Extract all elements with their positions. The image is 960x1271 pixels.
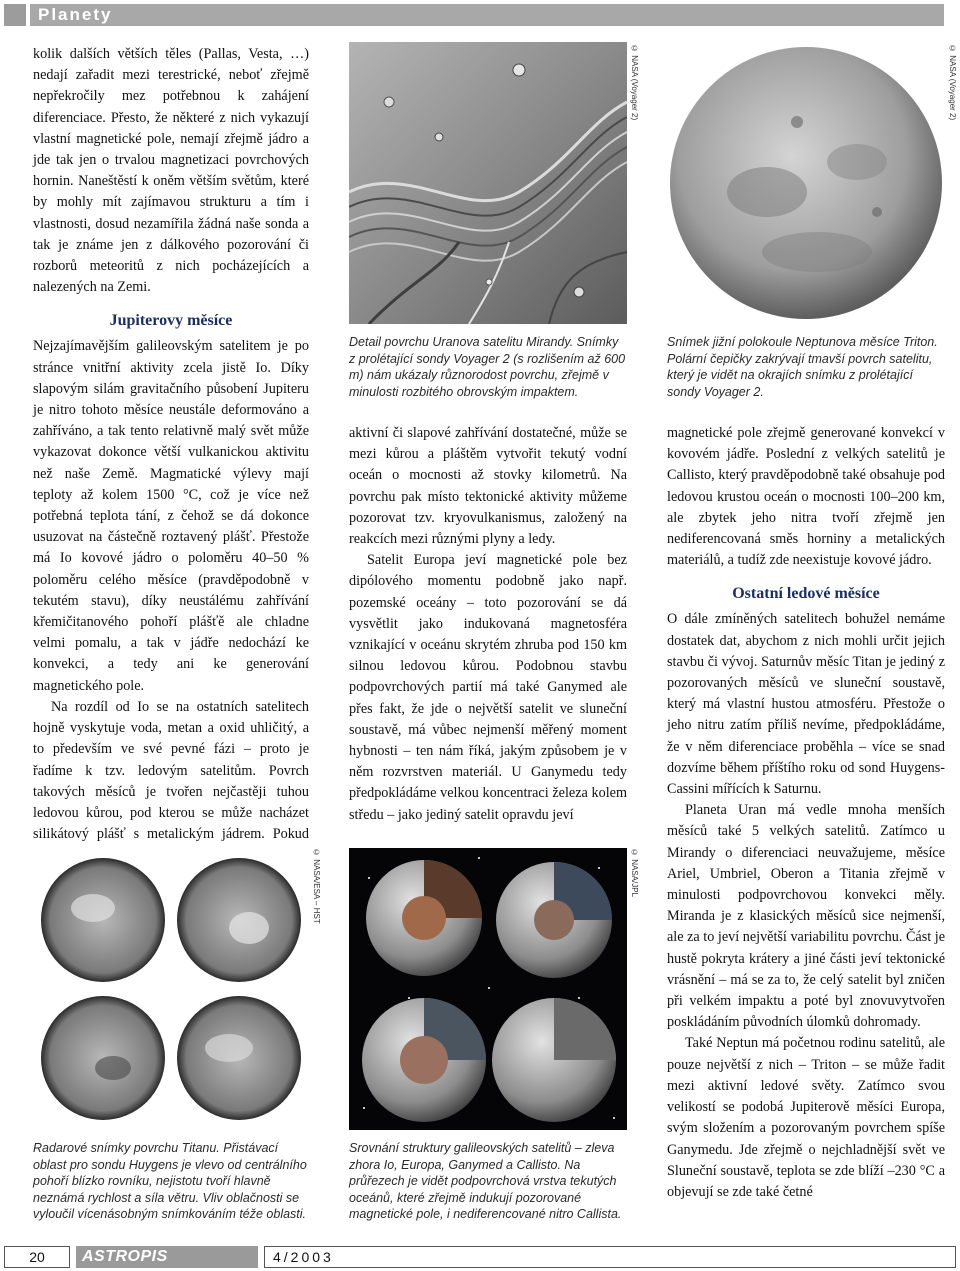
paragraph: O dále zmíněných satelitech bohužel nemáme dostatek dat, abychom z nich mohli určit jejich stavbu či vývoj. Saturnův měsíc Titan je jediný z pozorovaných měsíců ve sluneční soustavě, který má vlastní hustou atmosféru. Přestože o jeho nitru zatím příliš nevíme, předpokládáme, že v něm diferenciace proběhla – více se snad dozvíme během příštího roku od sond Huygens-Cassini mířících k Saturnu. [667, 611, 945, 798]
page-number: 20 [4, 1246, 70, 1268]
header-band [30, 4, 944, 26]
paragraph: Nejzajímavějším galileovským satelitem je po stránce vnitřní aktivity zcela jistě Io. Díky slapovým silám gravitačního působení Jupiteru je nitro tohoto měsíce neustále deformováno a zahříváno, a tak tento relativně malý svět může vykazovat dokonce větší vulkanickou aktivitu než naše Země. Magmatické výlevy mají teploty až kolem 1500 °C, což je více než potřebná teplota tání, z čehož se dá dokonce usuzovat na částečně roztavený plášť. Přestože má Io kovové jádro o poloměru 40–50 % poloměru celého měsíce (pravděpodobně v tekutém stavu), díky neustálému zahřívání křemičitanového pohoří plášťě ale chladne velmi pomalu, a tak v jádře nedochází ke konvekci, a tedy ani ke generování magnetického pole. [33, 338, 309, 694]
section-title: Planety [38, 5, 113, 24]
paragraph: Satelit Europa jeví magnetické pole bez dipólového momentu podobně jako např. pozemské oceány – toto pozorování se dá vysvětlit jako indukovaná magnetosféra vznikající v oceánu skrytém zhruba pod 150 km silnou ledovou kůrou. Podobnou stavbu podpovrchových partií má také Ganymed ale přes fakt, že jde o největší satelit ve sluneční soustavě, má vůbec nejmenší měřený moment hybnosti – ten nám říká, jakým způsobem je v něm rozvrstven materiál. U Ganymedu tedy předpokládáme velkou koncentraci železa kolem středu – jako jediný satelit opravdu jeví [349, 552, 627, 823]
miranda-caption: Detail povrchu Uranova satelitu Mirandy. Snímky z prolétající sondy Voyager 2 (s rozlišením až 600 m) nám ukázaly různorodost povrchu, zřejmě v minulosti rozbitého obrovským impaktem. [349, 335, 626, 399]
page-footer [0, 1240, 960, 1271]
photo-credit: © NASA/JPL [630, 848, 639, 898]
column-2-text [349, 423, 627, 826]
photo-credit: © NASA (Voyager 2) [630, 44, 639, 121]
triton-photo [667, 42, 945, 324]
photo-credit: © NASA (Voyager 2) [948, 44, 957, 121]
column-1-top [33, 44, 309, 867]
galilean-interiors-illustration [349, 848, 627, 1130]
miranda-surface-photo [349, 42, 627, 324]
section-heading-jupiter-moons: Jupiterovy měsíce [109, 312, 233, 330]
triton-caption: Snímek jižní polokoule Neptunova měsíce Triton. Polární čepičky zakrývají tmavší povrch satelitu, který je vidět na okrajích snímku z prolétající sondy Voyager 2. [667, 335, 938, 399]
titan-caption: Radarové snímky povrchu Titanu. Přistávací oblast pro sondu Huygens je vlevo od centrálního pohoří blízko rovníku, nejistotu tvoří hlavně neznámá rychlost a síla větru. Vliv oblačnosti se vyloučil vícenásobným snímkováním téže oblasti. [33, 1141, 307, 1222]
issue-number: 4/2003 [264, 1246, 956, 1268]
magazine-logo: ASTROPIS [76, 1246, 258, 1268]
paragraph: Planeta Uran má vedle mnoha menších měsíců také 5 velkých satelitů. Zatímco u Mirandy o diferenciaci neuvažujeme, měsíce Ariel, Umbriel, Oberon a Titania zřejmě v minulosti podpovrchovou konvekci měly. Miranda je z klasických měsíců sice nejmenší, ale za to jeví největší variabilitu povrchu. Část je hustě pokryta krátery a jiné části jeví tektonické vrásnění – má se za to, že celý satelit byl zničen při velkém impaktu a poté byl znovuvytvořen poskládáním původních úlomků dohromady. [667, 802, 945, 1031]
section-heading-other-icy-moons: Ostatní ledové měsíce [732, 585, 880, 603]
paragraph: Také Neptun má početnou rodinu satelitů, ale pouze největší z nich – Triton – se může řadit mezi aktivní ledové světy. Zatímco svou velikostí se podobá Jupiterově měsíci Europa, svým složením a pozorovaným povrchem spíše Ganymedu. Jde zřejmě o nejchladnější svět ve Sluneční soustavě, teplota se zde blíží –230 °C a objevují se zde také četné [667, 1035, 945, 1200]
column-3-text [667, 423, 945, 1203]
paragraph: Na rozdíl od Io se na ostatních satelitech hojně vyskytuje voda, metan a oxid uhličitý, a to především ve své pevné fázi – proto je řadíme k tzv. ledovým satelitům. Povrch takových měsíců je tvořen nejčastěji tuhou ledovou kůrou, pod kterou se může nacházet silikátový plášť s metalickým jádrem. Pokud [33, 698, 309, 843]
header-square-decoration [4, 4, 26, 26]
interiors-caption: Srovnání struktury galileovských satelitů – zleva zhora Io, Europa, Ganymed a Callisto. Na průřezech je vidět podpovrchová vrstva tekutých oceánů, které zřejmě indukují pozorované magnetické pole, i nediferencované nitro Callista. [349, 1141, 622, 1222]
paragraph: aktivní či slapové zahřívání dostatečné, může se mezi kůrou a pláštěm vytvořit tekutý vodní oceán o mocnosti až stovky kilometrů. Na povrchu pak místo tektonické aktivity můžeme pozorovat tzv. kryovulkanismus, založený na reakcích mezi různými plyny a ledy. [349, 425, 627, 548]
paragraph: kolik dalších větších těles (Pallas, Vesta, …) nedají zařadit mezi terestrické, neboť zřejmě nepřekročily mez potřebnou k zahájení diferenciace. Přesto, že některé z nich vykazují vlastní magnetické pole, nemají zřejmě jádro a jde tak jen o trvalou magnetizaci povrchových hornin. Naneštěstí k oněm větším světům, které by mohly mít zajímavou strukturu a tím i vlastnosti, dosud nezamířila žádná naše sonda a tak je známe jen z dálkového pozorování či rozborů meteoritů z nich pocházejících a nalezených na Zemi. [33, 46, 309, 296]
paragraph: magnetické pole zřejmě generované konvekcí v kovovém jádře. Poslední z velkých satelitů je Callisto, který pravděpodobně také obsahuje pod ledovou krustou oceán o mocnosti 100–200 km, ale zbytek jeho nitra tvoří zřejmě jen nediferencovaná směs horniny a metalických materiálů, a tudíž zde neexistuje kovové jádro. [667, 425, 945, 569]
titan-radar-photo [33, 848, 309, 1130]
page-header [0, 0, 960, 30]
photo-credit: © NASA/ESA – HST [312, 848, 321, 924]
